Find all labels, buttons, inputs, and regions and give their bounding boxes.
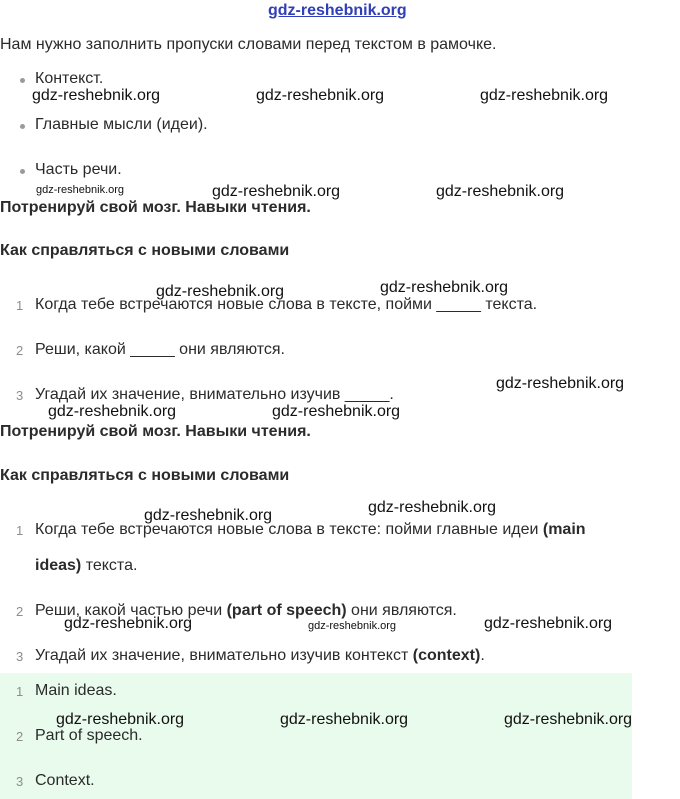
item-number: 3	[16, 649, 24, 664]
item-text: Угадай их значение, внимательно изучив контекст	[35, 647, 413, 664]
item-number: 3	[16, 774, 24, 789]
watermark: gdz-reshebnik.org	[144, 507, 273, 524]
bullet-icon	[20, 78, 25, 83]
watermark: gdz-reshebnik.org	[48, 403, 177, 420]
watermark: gdz-reshebnik.org	[504, 711, 633, 728]
answer-item: Part of speech.	[35, 727, 143, 744]
list-item: Когда тебе встречаются новые слова в тексте, пойми _____ текста.	[35, 296, 538, 313]
item-number: 2	[16, 343, 24, 358]
watermark: gdz-reshebnik.org	[436, 183, 565, 200]
watermark: gdz-reshebnik.org	[368, 499, 497, 516]
watermark: gdz-reshebnik.org	[272, 403, 401, 420]
section-subtitle: Как справляться с новыми словами	[0, 242, 290, 259]
watermark: gdz-reshebnik.org	[64, 615, 193, 632]
watermark: gdz-reshebnik.org	[484, 615, 613, 632]
item-number: 1	[16, 298, 24, 313]
list-item: Контекст.	[35, 70, 104, 87]
item-text: они являются.	[346, 602, 457, 619]
item-term: ideas)	[35, 557, 82, 574]
section-title: Потренируй свой мозг. Навыки чтения.	[0, 199, 311, 216]
list-item: Главные мысли (идеи).	[35, 116, 208, 133]
list-item	[35, 647, 485, 665]
item-number: 2	[16, 604, 24, 619]
item-number: 3	[16, 388, 24, 403]
item-text: Реши, какой частью речи	[35, 602, 227, 619]
answer-item: Main ideas.	[35, 682, 117, 699]
list-item: Часть речи.	[35, 161, 122, 178]
list-item: Угадай их значение, внимательно изучив _____.	[35, 386, 394, 403]
watermark: gdz-reshebnik.org	[380, 279, 509, 296]
section-subtitle: Как справляться с новыми словами	[0, 467, 290, 484]
watermark: gdz-reshebnik.org	[496, 375, 625, 392]
item-number: 1	[16, 684, 24, 699]
intro-text: Нам нужно заполнить пропуски словами перед текстом в рамочке.	[0, 36, 497, 53]
watermark: gdz-reshebnik.org	[480, 87, 609, 104]
site-title[interactable]: gdz-reshebnik.org	[268, 2, 407, 19]
list-item	[35, 521, 586, 539]
item-term: (part of speech)	[226, 602, 347, 619]
item-number: 2	[16, 729, 24, 744]
watermark: gdz-reshebnik.org	[212, 183, 341, 200]
item-text: .	[480, 647, 485, 664]
list-item: Реши, какой _____ они являются.	[35, 341, 285, 358]
section-title: Потренируй свой мозг. Навыки чтения.	[0, 423, 311, 440]
item-term: (main	[542, 521, 586, 538]
watermark: gdz-reshebnik.org	[280, 711, 409, 728]
watermark: gdz-reshebnik.org	[56, 711, 185, 728]
watermark: gdz-reshebnik.org	[32, 87, 161, 104]
list-item-continued	[35, 557, 137, 575]
answer-item: Context.	[35, 772, 95, 789]
watermark: gdz-reshebnik.org	[156, 283, 285, 300]
item-term: (context)	[412, 647, 481, 664]
item-number: 1	[16, 523, 24, 538]
item-text: текста.	[81, 557, 138, 574]
bullet-icon	[20, 124, 25, 129]
bullet-icon	[20, 169, 25, 174]
watermark: gdz-reshebnik.org	[308, 620, 397, 632]
watermark: gdz-reshebnik.org	[36, 184, 125, 196]
watermark: gdz-reshebnik.org	[256, 87, 385, 104]
item-text: Когда тебе встречаются новые слова в тексте: пойми главные идеи	[35, 521, 543, 538]
